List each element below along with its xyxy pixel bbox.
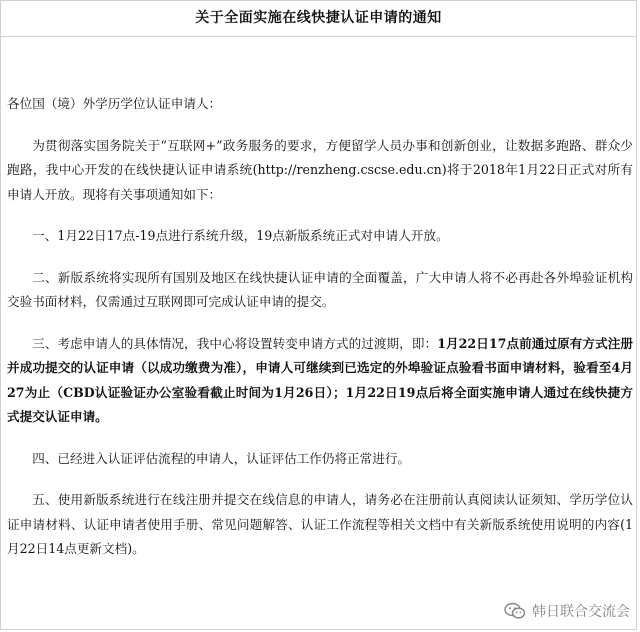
item-1-paragraph: 一、1月22日17点-19点进行系统升级，19点新版系统正式对申请人开放。	[32, 228, 449, 243]
watermark-text: 韩日联合交流会	[532, 604, 630, 620]
item-3-normal-text: 三、考虑申请人的具体情况，我中心将设置转变申请方式的过渡期，即：	[32, 335, 438, 351]
watermark	[504, 601, 630, 621]
item-3-bold-text: 1月22日17点前通过原有方式注册并成功提交的认证申请（以成功缴费为准），申请人可继续到已选定的外埠验证点验看书面申请材料，验看至4月27为止（CBD认证验证办公室验看截止时间为1月26日）；1月22日19点后将全面实施申请人通过在线快捷方式提交认证申请。	[7, 335, 633, 424]
intro-paragraph: 为贯彻落实国务院关于“互联网+”政务服务的要求，方便留学人员办事和创新创业，让数据多跑路、群众少跑路，我中心开发的在线快捷认证申请系统(http://renzheng.cscse.edu.cn)将于2018年1月22日正式对所有申请人开放。现将有关事项通知如下：	[7, 137, 633, 202]
item-4-paragraph: 四、已经进入认证评估流程的申请人，认证评估工作仍将正常进行。	[32, 450, 410, 466]
item-3-paragraph	[7, 332, 633, 430]
item-5-paragraph: 五、使用新版系统进行在线注册并提交在线信息的申请人，请务必在注册前认真阅读认证须知、学历学位认证申请材料、认证申请者使用手册、常见问题解答、认证工作流程等相关文档中有关新版系统使用说明的内容(1月22日14点更新文档)。	[7, 492, 633, 556]
notice-body	[7, 92, 633, 579]
notice-title: 关于全面实施在线快捷认证申请的通知	[0, 0, 637, 37]
wechat-icon	[504, 602, 526, 620]
item-2-paragraph: 二、新版系统将实现所有国别及地区在线快捷认证申请的全面覆盖，广大申请人将不必再赴各外埠验证机构交验书面材料，仅需通过互联网即可完成认证申请的提交。	[7, 269, 633, 309]
salutation: 各位国（境）外学历学位认证申请人：	[7, 96, 222, 111]
